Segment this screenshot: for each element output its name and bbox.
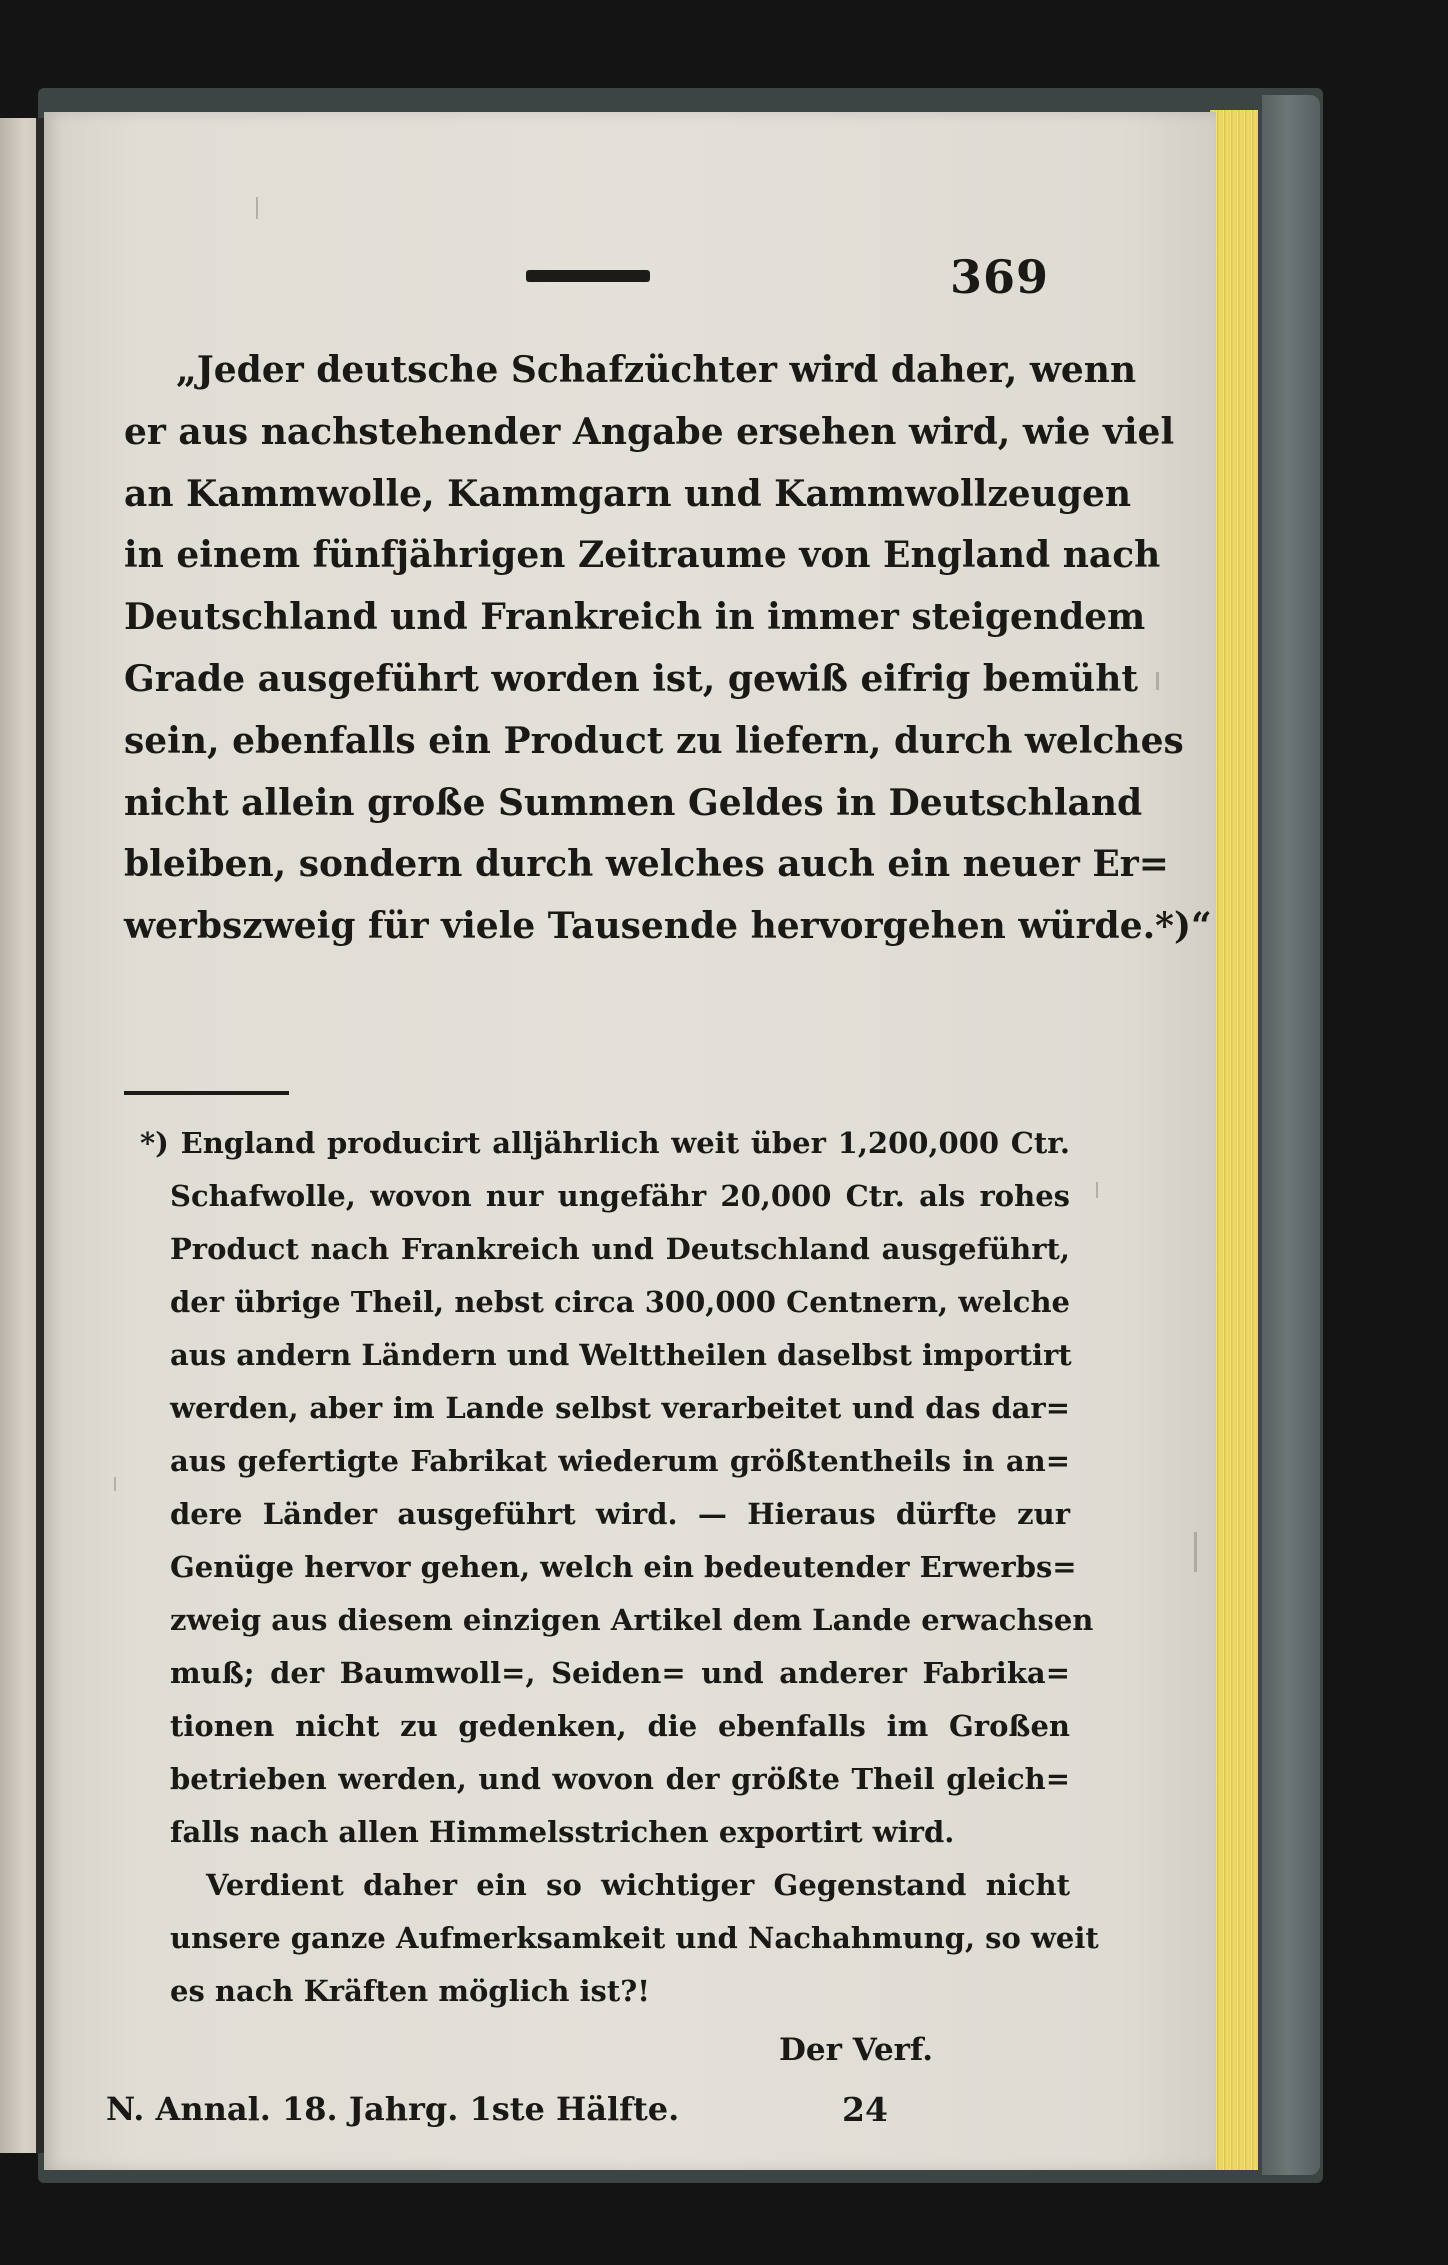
footnote-line: werden, aber im Lande selbst verarbeitet und das dar=: [170, 1391, 1070, 1425]
footnote-line: aus andern Ländern und Welttheilen daselbst importirt: [170, 1338, 1072, 1372]
page-number: 369: [949, 250, 1049, 304]
footnote-line: falls nach allen Himmelsstrichen exportirt wird.: [170, 1815, 955, 1849]
page-edges: [1210, 110, 1258, 2170]
paper-fleck: [1096, 1182, 1098, 1198]
footnote-line: muß; der Baumwoll=, Seiden= und anderer Fabrika=: [170, 1656, 1070, 1690]
main-line: er aus nachstehender Angabe ersehen wird, wie viel: [124, 410, 1175, 453]
main-line: in einem fünfjährigen Zeitraume von England nach: [124, 534, 1161, 577]
footnote-line: zweig aus diesem einzigen Artikel dem Lande erwachsen: [170, 1603, 1094, 1637]
footnote-line: Genüge hervor gehen, welch ein bedeutender Erwerbs=: [170, 1550, 1077, 1584]
gutter-shadow: [36, 118, 44, 2153]
main-line: „Jeder deutsche Schafzüchter wird daher, wenn: [176, 349, 1137, 391]
footnote-line: Schafwolle, wovon nur ungefähr 20,000 Ctr. als rohes: [170, 1179, 1070, 1213]
page-content: [44, 112, 1216, 2170]
page-footer: [106, 2090, 1086, 2140]
footnote-line: tionen nicht zu gedenken, die ebenfalls im Großen: [170, 1709, 1070, 1743]
footnote-line: Product nach Frankreich und Deutschland ausgeführt,: [170, 1232, 1070, 1266]
footer-signature: N. Annal. 18. Jahrg. 1ste Hälfte.: [106, 2090, 680, 2128]
footnote-line: aus gefertigte Fabrikat wiederum größtentheils in an=: [170, 1444, 1070, 1478]
author-signature-text: Der Verf.: [779, 2032, 934, 2068]
book-page: [44, 112, 1216, 2170]
footnote-line: Verdient daher ein so wichtiger Gegenstand nicht: [206, 1868, 1070, 1902]
previous-page-sliver: [0, 118, 40, 2153]
main-line: sein, ebenfalls ein Product zu liefern, durch welches: [124, 719, 1184, 762]
footnote-line: unsere ganze Aufmerksamkeit und Nachahmung, so weit: [170, 1921, 1099, 1955]
paper-fleck: [114, 1477, 116, 1491]
footnote-line: *) England producirt alljährlich weit über 1,200,000 Ctr.: [140, 1126, 1070, 1160]
main-line: an Kammwolle, Kammgarn und Kammwollzeugen: [124, 472, 1132, 515]
header-rule: [526, 270, 650, 282]
footnote-line: betrieben werden, und wovon der größte Theil gleich=: [170, 1762, 1070, 1796]
main-line: Grade ausgeführt worden ist, gewiß eifrig bemüht: [124, 657, 1139, 700]
footnote: [140, 1117, 1099, 2018]
footnote-line: der übrige Theil, nebst circa 300,000 Centnern, welche: [170, 1285, 1070, 1319]
main-paragraph: [124, 340, 1212, 958]
main-line: bleiben, sondern durch welches auch ein neuer Er=: [124, 843, 1169, 886]
paper-fleck: [1156, 672, 1159, 690]
paper-fleck: [256, 197, 258, 219]
sheet-number: 24: [842, 2090, 888, 2129]
main-line: werbszweig für viele Tausende hervorgehen würde.*)“: [124, 905, 1212, 948]
main-line: Deutschland und Frankreich in immer steigendem: [124, 596, 1146, 639]
main-line: nicht allein große Summen Geldes in Deutschland: [124, 781, 1143, 824]
paper-fleck: [1194, 1532, 1197, 1572]
footnote-rule: [124, 1091, 289, 1095]
footnote-line: dere Länder ausgeführt wird. — Hieraus dürfte zur: [170, 1497, 1070, 1531]
book-cover-edge: [1262, 95, 1320, 2175]
footnote-line: es nach Kräften möglich ist?!: [170, 1974, 651, 2008]
